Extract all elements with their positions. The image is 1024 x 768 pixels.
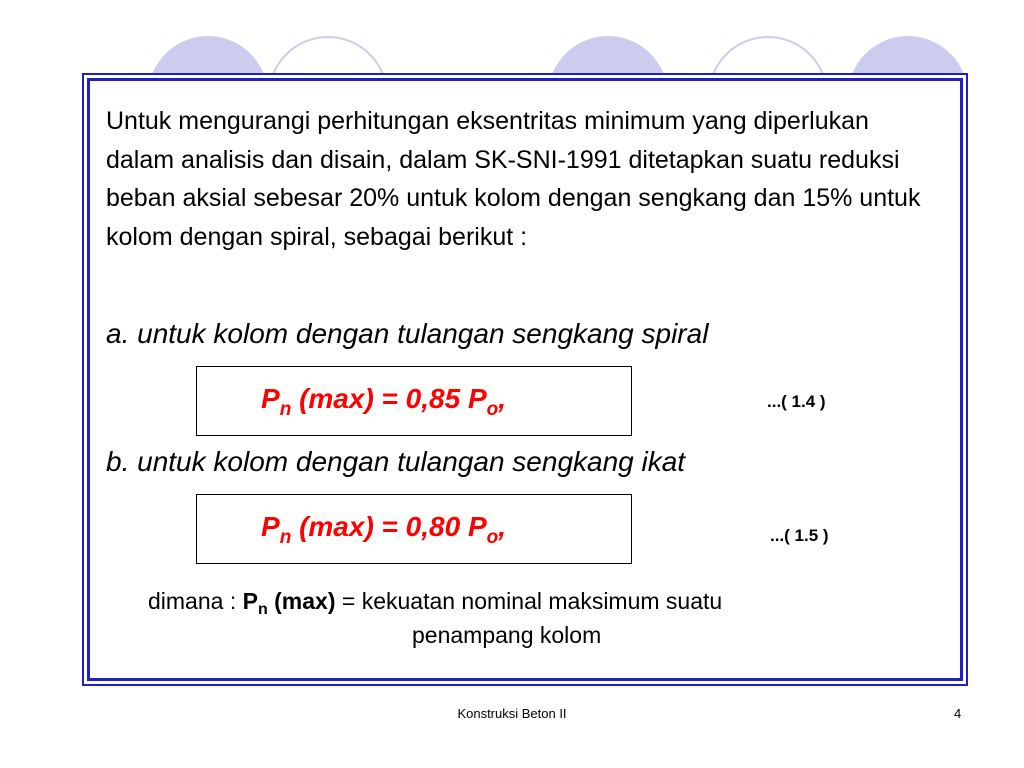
- equation-number-1-5: ...( 1.5 ): [770, 526, 829, 545]
- formula-box-b: [196, 494, 632, 564]
- formula-a: [261, 383, 506, 421]
- where-definition-text: = kekuatan nominal maksimum suatu: [335, 588, 723, 614]
- where-symbol-sub: n: [257, 601, 268, 618]
- formula-a-po-sub: o: [486, 399, 499, 420]
- formula-a-body: (max) = 0,85 P: [291, 383, 487, 414]
- formula-b-symbol: P: [261, 511, 280, 542]
- formula-a-symbol-sub: n: [279, 399, 292, 420]
- intro-paragraph: Untuk mengurangi perhitungan eksentritas minimum yang diperlukan dalam analisis dan disain, dalam SK-SNI-1991 ditetapkan suatu reduksi beban aksial sebesar 20% untuk kolom dengan sengkang dan 15% untuk kolom dengan spiral, sebagai berikut :: [106, 107, 921, 251]
- where-definition: [148, 588, 722, 619]
- footer-title: Konstruksi Beton II: [457, 706, 567, 721]
- where-prefix: dimana :: [148, 588, 243, 614]
- formula-b: [261, 511, 506, 549]
- formula-a-symbol: P: [261, 383, 280, 414]
- item-a-label: a. untuk kolom dengan tulangan sengkang spiral: [106, 318, 709, 349]
- formula-b-symbol-sub: n: [279, 527, 292, 548]
- item-b-label: b. untuk kolom dengan tulangan sengkang ikat: [106, 446, 686, 477]
- where-symbol: P: [242, 588, 258, 614]
- formula-b-tail: ,: [498, 511, 507, 542]
- where-continuation: penampang kolom: [412, 622, 602, 648]
- equation-number-1-4: ...( 1.4 ): [767, 392, 826, 411]
- formula-a-tail: ,: [498, 383, 507, 414]
- formula-box-a: [196, 366, 632, 436]
- formula-b-po-sub: o: [486, 527, 499, 548]
- page-number: 4: [954, 706, 962, 721]
- where-symbol-tail: (max): [267, 588, 336, 614]
- formula-b-body: (max) = 0,80 P: [291, 511, 487, 542]
